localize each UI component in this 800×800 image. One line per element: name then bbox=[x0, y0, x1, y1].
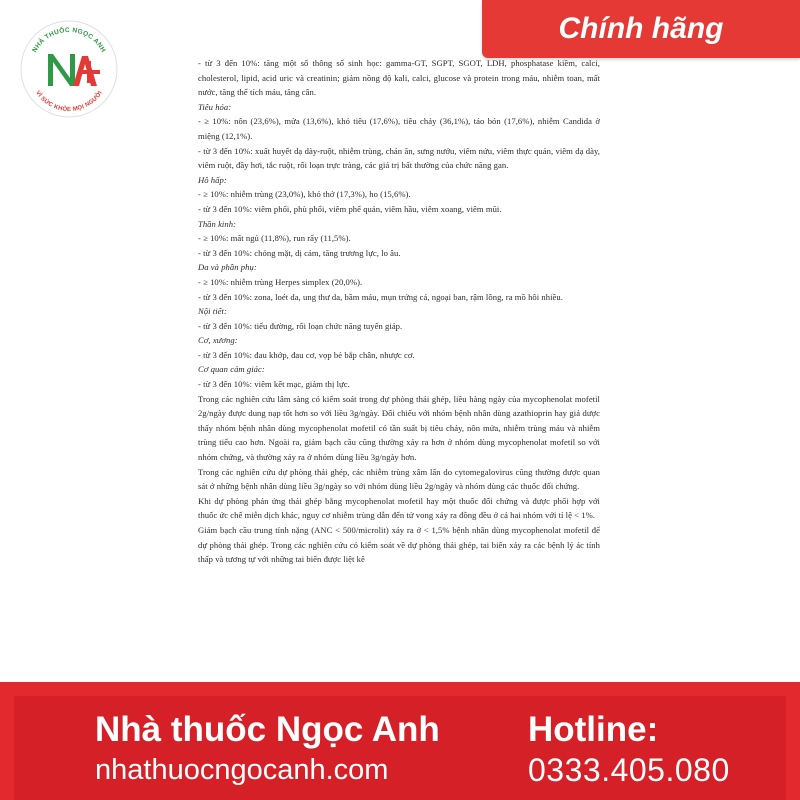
logo-top-text: NHÀ THUỐC NGỌC ANH bbox=[31, 26, 107, 54]
paragraph: - ≥ 10%: mất ngủ (11,8%), run rẩy (11,5%). bbox=[198, 233, 351, 244]
logo-plus-stem bbox=[87, 61, 91, 83]
logo-bottom-text: VÌ SỨC KHỎE MỌI NGƯỜI bbox=[34, 90, 104, 114]
store-logo bbox=[18, 18, 120, 120]
paragraph: - từ 3 đến 10%: chóng mặt, dị cảm, tăng trương lực, lo âu. bbox=[198, 247, 401, 258]
hotline-number[interactable]: 0333.405.080 bbox=[528, 752, 730, 788]
authentic-badge: Chính hãng bbox=[482, 0, 800, 58]
paragraph: Trong các nghiên cứu dự phòng thải ghép, các nhiễm trùng xâm lấn do cytomegalovirus cũng thường được quan sát ở những bệnh nhân dùng liều 3g/ngày so với nhóm dùng liều 2g/ngày và nhóm dùng các thuốc đối chứng. bbox=[198, 466, 600, 492]
section-heading: Hô hấp: bbox=[198, 174, 227, 185]
section-heading: Cơ, xương: bbox=[198, 335, 238, 346]
store-website[interactable]: nhathuocngocanh.com bbox=[95, 754, 389, 786]
paragraph: - từ 3 đến 10%: tiểu đường, rối loạn chức năng tuyến giáp. bbox=[198, 320, 403, 331]
section-heading: Thần kinh: bbox=[198, 218, 236, 229]
paragraph: - từ 3 đến 10%: xuất huyết dạ dày-ruột, nhiễm trùng, chán ăn, sưng nướu, viêm nứu, viêm thực quản, viêm dạ dày, viêm ruột, đầy hơi, tắc ruột, rối loạn trực tràng, các giá trị bất thường của chức năng gan. bbox=[198, 145, 600, 171]
section-heading: Nội tiết: bbox=[198, 306, 227, 317]
section-heading: Cơ quan cảm giác: bbox=[198, 364, 265, 375]
store-name: Nhà thuốc Ngọc Anh bbox=[95, 710, 440, 749]
paragraph: - ≥ 10%: nôn (23,6%), mửa (13,6%), khó tiêu (17,6%), tiêu chảy (36,1%), táo bón (17,6%), nhiễm Candida ở miệng (12,1%). bbox=[198, 116, 600, 141]
hotline-label: Hotline: bbox=[528, 710, 659, 749]
paragraph: Giảm bạch cầu trung tính nặng (ANC < 500/microlit) xảy ra ở < 1,5% bệnh nhân dùng mycophenolat mofetil để dự phòng thải ghép. Trong các nghiên cứu có kiểm soát về dự phòng thải ghép, tai biến xảy ra các bệnh lý ác tính thấp và tương tự với những tai biến được liệt kê bbox=[198, 525, 600, 565]
paragraph: - từ 3 đến 10%: tăng một số thông số sinh học: gamma-GT, SGPT, SGOT, LDH, phosphatase kiềm, calci, cholesterol, lipid, acid uric và creatinin; giảm nồng độ kali, calci, glucose và protein trong máu, nhiễm toan, mất nước, tăng thể tích máu, tăng cân. bbox=[198, 58, 600, 98]
section-heading: Da và phần phụ: bbox=[198, 262, 257, 273]
document-text bbox=[198, 56, 600, 567]
paragraph: - ≥ 10%: nhiễm trùng (23,0%), khó thở (17,3%), ho (15,6%). bbox=[198, 189, 411, 200]
paragraph: - từ 3 đến 10%: zona, loét da, ung thư da, bầm máu, mụn trứng cá, ngoại ban, rậm lông, ra mồ hôi nhiều. bbox=[198, 291, 563, 302]
paragraph: - từ 3 đến 10%: viêm phổi, phù phổi, viêm phế quản, viêm hầu, viêm xoang, viêm mũi. bbox=[198, 203, 502, 214]
paragraph: - từ 3 đến 10%: đau khớp, đau cơ, vọp bẻ bắp chân, nhược cơ. bbox=[198, 349, 415, 360]
section-heading: Tiêu hóa: bbox=[198, 101, 232, 112]
paragraph: Khi dự phòng phản ứng thải ghép bằng mycophenolat mofetil hay một thuốc đối chứng và được phối hợp với thuốc ức chế miễn dịch khác, nguy cơ nhiễm trùng dẫn đến tử vong xảy ra đồng đều ở cả hai nhóm với tỉ lệ < 1%. bbox=[198, 495, 600, 521]
paragraph: - từ 3 đến 10%: viêm kết mạc, giảm thị lực. bbox=[198, 379, 350, 390]
paragraph: - ≥ 10%: nhiễm trùng Herpes simplex (20,0%). bbox=[198, 276, 363, 287]
paragraph: Trong các nghiên cứu lâm sàng có kiểm soát trong dự phòng thải ghép, liều hàng ngày của mycophenolat mofetil 2g/ngày được dung nạp tốt hơn so với liều 3g/ngày. Đối chiếu với nhóm bệnh nhân dùng azathioprin hay giả dược thấy nhóm bệnh nhân dùng mycophenolat mofetil có tần suất bị tiêu chảy, nôn mửa, nhiễm trùng máu và nhiễm trùng tiểu cao hơn. Ngoài ra, giảm bạch cầu cũng thường xảy ra hơn ở nhóm dùng mycophenolat mofetil so với nhóm chứng, và thường xảy ra ở nhóm dùng liều 3g/ngày hơn. bbox=[198, 393, 600, 463]
